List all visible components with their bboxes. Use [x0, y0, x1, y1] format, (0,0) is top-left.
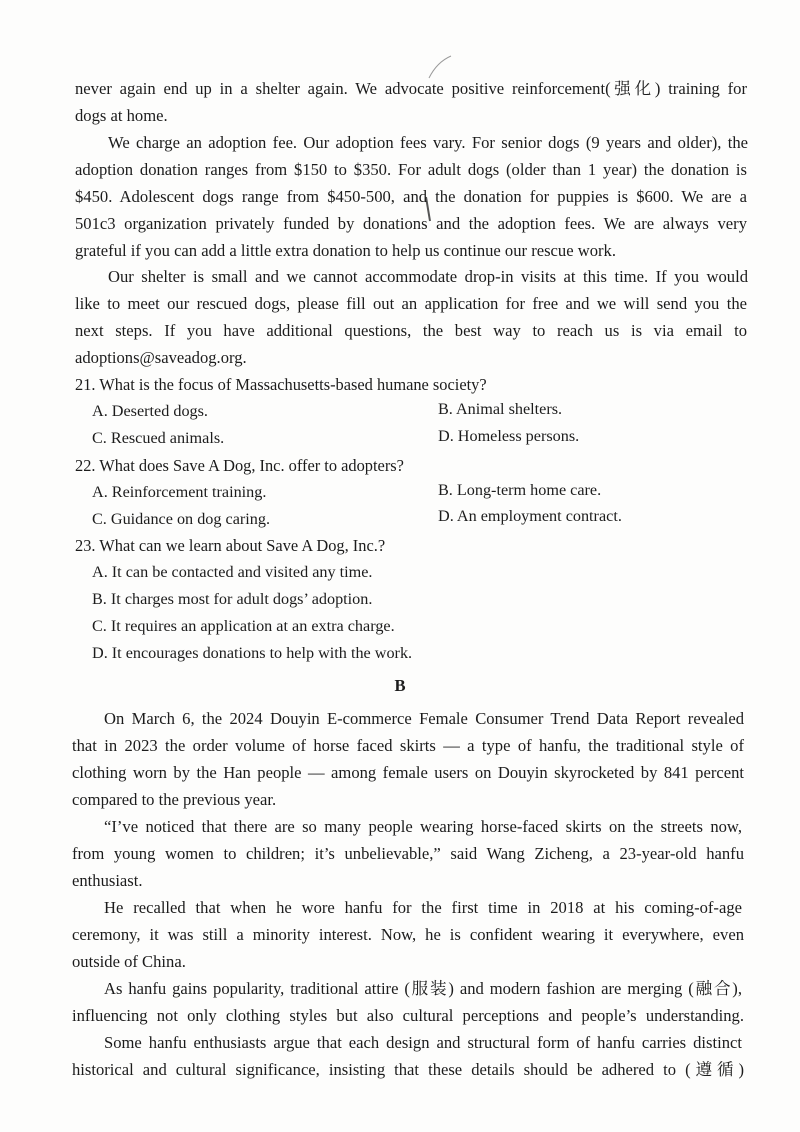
passage-a-line-4: adoption donation ranges from $150 to $350. For adult dogs (older than 1 year) the donation is — [75, 160, 747, 179]
passage-a-line-9: like to meet our rescued dogs, please fill out an application for free and we will send you the — [75, 294, 747, 313]
question-23-option-c: C. It requires an application at an extra charge. — [92, 617, 395, 635]
question-21-option-c: C. Rescued animals. — [92, 429, 225, 447]
passage-a-line-3: We charge an adoption fee. Our adoption fees vary. For senior dogs (9 years and older), the — [108, 133, 748, 152]
passage-b-line-4: compared to the previous year. — [72, 790, 277, 809]
passage-a-line-7: grateful if you can add a little extra donation to help us continue our rescue work. — [75, 241, 616, 260]
passage-b-line-7: enthusiast. — [72, 871, 143, 890]
question-23-option-b: B. It charges most for adult dogs’ adoption. — [92, 590, 373, 608]
passage-b-line-14: historical and cultural significance, insisting that these details should be adhered to (遵循) — [72, 1060, 744, 1079]
question-23-option-d: D. It encourages donations to help with the work. — [92, 644, 413, 662]
passage-b-line-9: ceremony, it was still a minority interest. Now, he is confident wearing it everywhere, even — [72, 925, 744, 944]
question-21-option-a: A. Deserted dogs. — [92, 402, 208, 420]
passage-b-line-6: from young women to children; it’s unbelievable,” said Wang Zicheng, a 23-year-old hanfu — [72, 844, 744, 863]
question-23-stem: 23. What can we learn about Save A Dog, Inc.? — [75, 536, 386, 555]
question-22-option-c: C. Guidance on dog caring. — [92, 510, 271, 528]
passage-a-line-1: never again end up in a shelter again. We advocate positive reinforcement(强化) training for — [75, 79, 747, 98]
question-21-option-d: D. Homeless persons. — [438, 427, 580, 445]
passage-b-line-11: As hanfu gains popularity, traditional attire (服装) and modern fashion are merging (融合), — [104, 979, 742, 998]
question-22-option-a: A. Reinforcement training. — [92, 483, 267, 501]
passage-b-line-2: that in 2023 the order volume of horse faced skirts — a type of hanfu, the traditional style of — [72, 736, 744, 755]
passage-a-line-8: Our shelter is small and we cannot accommodate drop-in visits at this time. If you would — [108, 267, 748, 286]
question-21-stem: 21. What is the focus of Massachusetts-based humane society? — [75, 375, 487, 394]
passage-b-line-8: He recalled that when he wore hanfu for the first time in 2018 at his coming-of-age — [104, 898, 742, 917]
passage-a-line-11: adoptions@saveadog.org. — [75, 348, 247, 367]
question-21-option-b: B. Animal shelters. — [438, 400, 563, 418]
section-b-heading: B — [394, 676, 406, 695]
passage-b-line-5: “I’ve noticed that there are so many people wearing horse-faced skirts on the streets now, — [104, 817, 742, 836]
question-22-stem: 22. What does Save A Dog, Inc. offer to adopters? — [75, 456, 404, 475]
passage-a-line-6: 501c3 organization privately funded by donations and the adoption fees. We are always very — [75, 214, 747, 233]
passage-b-line-3: clothing worn by the Han people — among female users on Douyin skyrocketed by 841 percent — [72, 763, 744, 782]
question-22-option-d: D. An employment contract. — [438, 507, 622, 525]
passage-a-line-10: next steps. If you have additional questions, the best way to reach us is via email to — [75, 321, 747, 340]
passage-b-line-10: outside of China. — [72, 952, 186, 971]
passage-b-line-12: influencing not only clothing styles but also cultural perceptions and people’s understanding. — [72, 1006, 744, 1025]
question-22-option-b: B. Long-term home care. — [438, 481, 602, 499]
passage-b-line-13: Some hanfu enthusiasts argue that each design and structural form of hanfu carries distinct — [104, 1033, 742, 1052]
passage-a-line-2: dogs at home. — [75, 106, 168, 125]
question-23-option-a: A. It can be contacted and visited any time. — [92, 563, 373, 581]
passage-a-line-5: $450. Adolescent dogs range from $450-500, and the donation for puppies is $600. We are a — [75, 187, 747, 206]
passage-b-line-1: On March 6, the 2024 Douyin E-commerce Female Consumer Trend Data Report revealed — [104, 709, 744, 728]
